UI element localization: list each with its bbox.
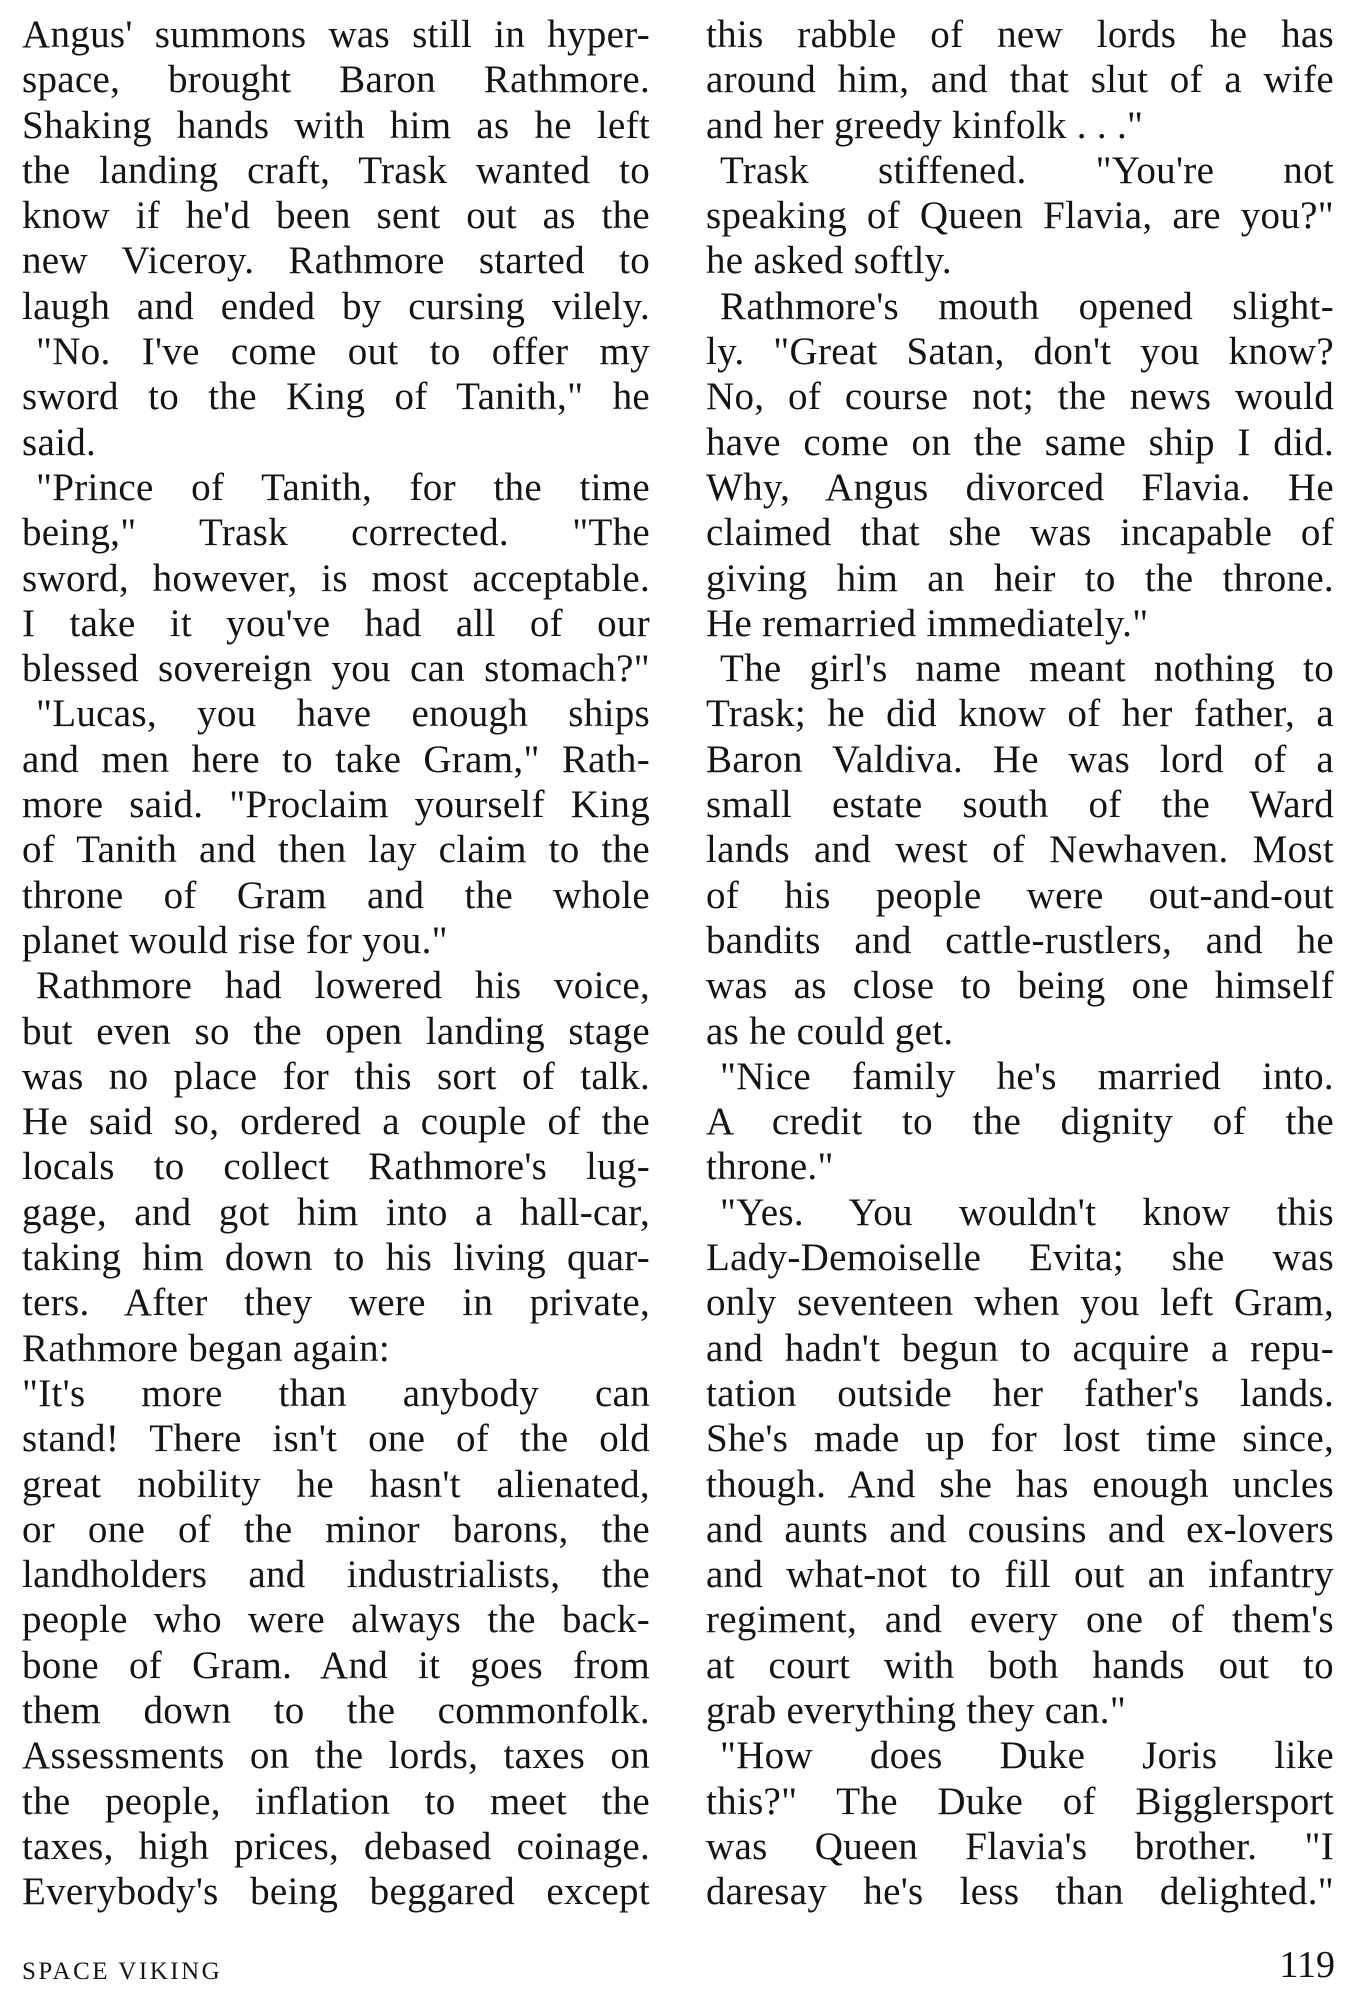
text-line: No, of course not; the news would — [706, 375, 1334, 419]
text-line: though. And she has enough uncles — [706, 1462, 1334, 1506]
text-line: only seventeen when you left Gram, — [706, 1281, 1334, 1325]
text-line: "Prince of Tanith, for the time — [36, 465, 650, 509]
text-line: landholders and industrialists, the — [22, 1553, 650, 1597]
text-line: "How does Duke Joris like — [720, 1734, 1334, 1778]
text-line: small estate south of the Ward — [706, 783, 1334, 827]
text-line: locals to collect Rathmore's lug- — [22, 1145, 650, 1189]
text-line: and aunts and cousins and ex-lovers — [706, 1507, 1334, 1551]
left-text-column — [22, 12, 650, 1914]
text-line: throne." — [706, 1145, 834, 1189]
text-line: tation outside her father's lands. — [706, 1371, 1334, 1415]
text-line: speaking of Queen Flavia, are you?" — [706, 194, 1334, 238]
text-line: the people, inflation to meet the — [22, 1779, 650, 1823]
text-line: laugh and ended by cursing vilely. — [22, 284, 650, 328]
text-line: and hadn't begun to acquire a repu- — [706, 1326, 1334, 1370]
text-line: at court with both hands out to — [706, 1643, 1334, 1687]
text-line: ly. "Great Satan, don't you know? — [706, 330, 1334, 374]
text-line: claimed that she was incapable of — [706, 511, 1334, 555]
text-line: bandits and cattle-rustlers, and he — [706, 918, 1334, 962]
text-line: know if he'd been sent out as the — [22, 194, 650, 238]
text-line: Lady-Demoiselle Evita; she was — [706, 1236, 1334, 1280]
text-line: gage, and got him into a hall-car, — [22, 1190, 650, 1234]
text-line: stand! There isn't one of the old — [22, 1417, 650, 1461]
text-line: but even so the open landing stage — [22, 1009, 650, 1053]
text-line: "Nice family he's married into. — [720, 1054, 1334, 1098]
text-line: bone of Gram. And it goes from — [22, 1643, 650, 1687]
text-line: "Lucas, you have enough ships — [36, 692, 650, 736]
text-line: around him, and that slut of a wife — [706, 58, 1334, 102]
text-line: have come on the same ship I did. — [706, 420, 1334, 464]
text-line: He said so, ordered a couple of the — [22, 1100, 650, 1144]
text-line: the landing craft, Trask wanted to — [22, 148, 650, 192]
text-line: She's made up for lost time since, — [706, 1417, 1334, 1461]
text-line: as he could get. — [706, 1009, 954, 1053]
text-line: great nobility he hasn't alienated, — [22, 1462, 650, 1506]
text-line: Trask; he did know of her father, a — [706, 692, 1334, 736]
text-line: Trask stiffened. "You're not — [720, 148, 1334, 192]
text-line: lands and west of Newhaven. Most — [706, 828, 1334, 872]
text-line: more said. "Proclaim yourself King — [22, 783, 650, 827]
text-line: and what-not to fill out an infantry — [706, 1553, 1334, 1597]
text-line: he asked softly. — [706, 239, 952, 283]
text-line: new Viceroy. Rathmore started to — [22, 239, 650, 283]
text-line: was Queen Flavia's brother. "I — [706, 1824, 1334, 1868]
running-title: SPACE VIKING — [22, 1958, 223, 1985]
text-line: taxes, high prices, debased coinage. — [22, 1824, 650, 1868]
page-number: 119 — [1279, 1944, 1335, 1986]
text-line: sword, however, is most acceptable. — [22, 556, 650, 600]
text-line: Shaking hands with him as he left — [22, 103, 650, 147]
text-line: ters. After they were in private, — [22, 1281, 650, 1325]
text-line: being," Trask corrected. "The — [22, 511, 650, 555]
text-line: daresay he's less than delighted." — [706, 1870, 1334, 1914]
text-line: I take it you've had all of our — [22, 601, 650, 645]
text-line: taking him down to his living quar- — [22, 1236, 650, 1280]
text-line: Rathmore had lowered his voice, — [36, 964, 650, 1008]
text-line: of his people were out-and-out — [706, 873, 1334, 917]
text-line: them down to the commonfolk. — [22, 1688, 650, 1732]
text-line: "No. I've come out to offer my — [36, 330, 650, 374]
text-line: this rabble of new lords he has — [706, 13, 1334, 56]
text-line: "Yes. You wouldn't know this — [720, 1190, 1334, 1234]
text-line: He remarried immediately." — [706, 601, 1149, 645]
text-line: planet would rise for you." — [22, 918, 448, 962]
text-line: A credit to the dignity of the — [706, 1100, 1334, 1144]
text-line: this?" The Duke of Bigglersport — [706, 1779, 1334, 1823]
text-line: Rathmore's mouth opened slight- — [720, 284, 1334, 328]
text-line: space, brought Baron Rathmore. — [22, 58, 650, 102]
text-line: sword to the King of Tanith," he — [22, 375, 650, 419]
text-line: Assessments on the lords, taxes on — [22, 1734, 650, 1778]
text-line: and her greedy kinfolk . . ." — [706, 103, 1144, 147]
text-line: Rathmore began again: — [22, 1326, 391, 1370]
text-line: said. — [22, 420, 97, 464]
text-line: was no place for this sort of talk. — [22, 1054, 650, 1098]
text-line: Baron Valdiva. He was lord of a — [706, 737, 1334, 781]
text-line: Why, Angus divorced Flavia. He — [706, 465, 1334, 509]
text-line: blessed sovereign you can stomach?" — [22, 647, 650, 691]
text-line: people who were always the back- — [22, 1598, 650, 1642]
text-line: giving him an heir to the throne. — [706, 556, 1334, 600]
text-line: was as close to being one himself — [706, 964, 1334, 1008]
right-text-column — [706, 12, 1334, 1914]
text-line: and men here to take Gram," Rath- — [22, 737, 650, 781]
text-line: regiment, and every one of them's — [706, 1598, 1334, 1642]
text-line: grab everything they can." — [706, 1688, 1127, 1732]
text-line: Everybody's being beggared except — [22, 1870, 650, 1914]
text-line: Angus' summons was still in hyper- — [22, 13, 650, 56]
text-line: of Tanith and then lay claim to the — [22, 828, 650, 872]
text-line: "It's more than anybody can — [22, 1371, 650, 1415]
text-line: throne of Gram and the whole — [22, 873, 650, 917]
text-line: or one of the minor barons, the — [22, 1507, 650, 1551]
text-line: The girl's name meant nothing to — [720, 647, 1334, 691]
